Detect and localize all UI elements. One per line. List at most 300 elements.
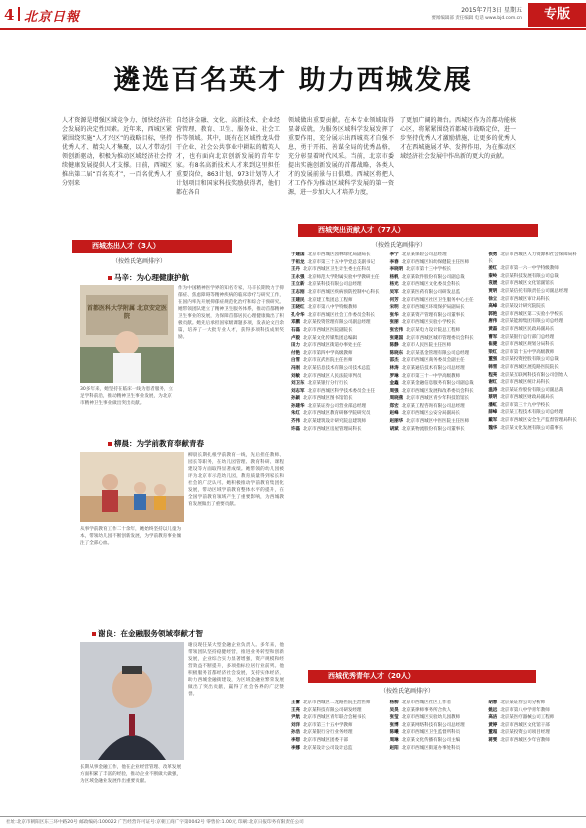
contribution-list-item — [291, 427, 384, 434]
person-affiliation: 北京某投资公司项目经理 — [500, 730, 550, 736]
section-note-outstanding-talent: （按姓氏笔画排序） — [112, 258, 167, 265]
person-name: 董强 — [488, 357, 498, 363]
person-name: 齐伟 — [291, 419, 300, 425]
person-name: 张丽 — [389, 320, 399, 326]
person-affiliation: 北京市西城区环境保护局副局长 — [401, 305, 465, 311]
contribution-list-item — [488, 388, 581, 395]
person-name: 蔡明 — [488, 395, 498, 401]
newspaper-name: 北京日報 — [24, 10, 81, 25]
person-name: 王丹 — [291, 267, 300, 273]
person-affiliation: 北京某网络科技有限公司总经理 — [401, 722, 465, 728]
contribution-list-item — [488, 395, 581, 402]
person-affiliation: 北京某资产管理有限公司董事长 — [401, 312, 465, 318]
person-affiliation: 北京市西城区妇幼保健院主任医师 — [401, 259, 470, 265]
contribution-list-item — [390, 351, 483, 358]
youth-list-item — [291, 738, 384, 745]
profile-photo-2 — [80, 452, 184, 522]
person-name: 白雪 — [291, 358, 300, 364]
person-name: 吴军 — [389, 289, 399, 295]
contribution-list-item — [488, 357, 581, 364]
person-name: 王亮 — [291, 707, 300, 713]
youth-list-item — [291, 708, 384, 715]
contribution-list-item — [390, 252, 483, 259]
person-name: 孙建华 — [291, 403, 305, 409]
contribution-list-item — [291, 404, 384, 411]
person-affiliation: 北京市西城区团委干部 — [303, 737, 348, 743]
person-name: 王建民 — [291, 297, 305, 303]
person-name: 宋明 — [389, 305, 399, 311]
person-name: 石磊 — [291, 327, 300, 333]
person-name: 王晓红 — [291, 305, 305, 311]
contribution-list-item — [488, 266, 581, 273]
person-name: 陈晓东 — [389, 350, 404, 356]
person-name: 于祖龙 — [291, 259, 305, 265]
profile-heading-3 — [92, 628, 203, 639]
kindergarten-photo — [80, 452, 184, 522]
youth-list-item — [390, 730, 483, 737]
person-affiliation: 北京某银行分行业务经理 — [303, 730, 353, 736]
person-name: 孙颖 — [291, 396, 300, 402]
person-name: 梁红 — [488, 349, 498, 355]
person-affiliation: 北京市西城区少年宫教师 — [500, 737, 550, 743]
profile-body-1: 作为中国精神医学界的知名专家，马辛长期致力于抑郁症、焦虑障碍等精神疾病的临床诊疗与研究工作，在国内率先开展抑郁症规范化治疗和综合干预研究。她带领团队建立了精神卫生服务体系，推动首都精神卫生事业的发展，为保障首都居民心理健康做出了积极贡献。她先后承担国家级课题多项，发表论文百余篇，培养了一大批专业人才，获得多项科技成果奖励。 — [178, 286, 284, 340]
person-name: 高洁 — [488, 715, 498, 721]
person-affiliation: 北京某能源集团有限公司总经理 — [500, 319, 564, 325]
person-affiliation: 北京市西城区城市管理委员会科长 — [406, 335, 474, 341]
person-affiliation: 北京市西城区发展和改革委员会科长 — [401, 388, 474, 394]
contribution-list-item — [390, 313, 483, 320]
contribution-list-item — [291, 374, 384, 381]
person-affiliation: 北京市西城区街道办事处主任 — [303, 343, 362, 349]
person-affiliation: 北京某通信技术有限公司总经理 — [401, 365, 465, 371]
bullet-square-icon — [108, 442, 112, 446]
profile-body-3: 谢良现任某大型金融企业负责人。多年来，他带领团队坚持稳健经营，推进业务转型和创新发展，企业综合实力显著增强，资产规模和经营效益不断提升，多项指标位居行业前列。他积极服务首都经济社会发展，支持实体经济，助力西城金融街建设，为区域金融业繁荣发展做出了突出贡献，赢得了社会各界的广泛赞誉。 — [188, 643, 284, 697]
section-tag: 专版 — [528, 3, 586, 27]
person-affiliation: 北京市西城区第二实验小学校长 — [500, 311, 564, 317]
person-name: 张莹 — [389, 715, 399, 721]
person-affiliation: 北京市西城区民政局副局长 — [500, 326, 555, 332]
youth-list-item — [390, 746, 483, 753]
person-name: 王立新 — [291, 282, 305, 288]
person-affiliation: 北京市西城区文化馆干部 — [500, 722, 550, 728]
person-affiliation: 北京市西城区园林绿化局副局长 — [307, 252, 371, 257]
person-name: 李想 — [291, 737, 300, 743]
contribution-list-item — [488, 350, 581, 357]
page-footer: 社址:北京市朝阳区东三环中路20号 邮政编码:100022 广告经营许可证号:京朝工商广字第0042号 零售价:1.00元 印刷:北京日报印务有限责任公司 — [0, 816, 586, 828]
person-name: 张建国 — [389, 335, 404, 341]
person-affiliation: 北京某科技发展有限公司总裁 — [500, 273, 559, 279]
page-number: 4 — [4, 6, 15, 24]
person-affiliation: 北京某基金管理有限公司总经理 — [406, 350, 470, 356]
person-name: 陈静 — [389, 343, 399, 349]
contribution-list-item — [390, 343, 483, 350]
contribution-list-item — [390, 419, 483, 426]
person-name: 李晓明 — [389, 267, 404, 273]
person-affiliation: 北京某证券公司分析师 — [500, 700, 546, 705]
person-name: 姚远 — [488, 707, 498, 713]
person-affiliation: 北京某投资控股有限公司总裁 — [500, 357, 559, 363]
page-headline: 遴选百名英才 助力西城发展 — [113, 65, 473, 96]
contribution-list-item — [390, 298, 483, 305]
person-name: 周琳 — [389, 737, 399, 743]
person-affiliation: 北京某医药有限公司研发总监 — [401, 289, 461, 295]
youth-list-item — [488, 700, 581, 707]
person-name: 杨柳 — [389, 700, 399, 705]
person-affiliation: 北京某电力设计院总工程师 — [406, 327, 461, 333]
section-label-outstanding-contribution: 西城突出贡献人才（77人） — [298, 224, 538, 237]
person-name: 孙浩 — [291, 730, 300, 736]
person-affiliation: 北京市西城区教育研修学院研究员 — [303, 411, 371, 417]
person-affiliation: 北京某设计研究院院长 — [500, 304, 546, 310]
contribution-list-item — [291, 381, 384, 388]
contribution-list-item — [390, 374, 483, 381]
person-affiliation: 北京市西城区人民法院审判员 — [303, 373, 362, 379]
person-affiliation: 北京某工程咨询有限公司总经理 — [401, 403, 465, 409]
contribution-list-item — [291, 389, 384, 396]
profile-caption-2: 从事学前教育工作二十余年，她始终坚持以儿童为本，带领幼儿园不断创新发展，为学前教育事业倾注了全部心血。 — [80, 527, 182, 546]
profile-heading-text: 柳晨：为学前教育奉献青春 — [114, 439, 204, 448]
profile-body-2: 柳晨长期扎根学前教育一线，先后担任教师、园长等职务，在幼儿园管理、教育科研、课程建设等方面取得显著成绩。她带领的幼儿园被评为北京市示范幼儿园，教育质量得到家长和社会的广泛认可。她积极推动学前教育集团化发展，带动区域学前教育整体水平的提升，在全国学前教育领域产生了重要影响，为西城教育发展做出了重要贡献。 — [188, 453, 284, 507]
person-affiliation: 北京市西城区社区工作者 — [401, 700, 452, 705]
contribution-list-item — [291, 313, 384, 320]
contribution-list-item — [488, 274, 581, 281]
section-note-youth: （按姓氏笔画排序） — [380, 688, 435, 695]
person-name: 周晓燕 — [389, 396, 404, 402]
person-name: 赵阳 — [389, 745, 399, 751]
person-affiliation: 北京市西城区安全生产监督管理局科长 — [500, 418, 577, 424]
person-name: 秦岭 — [488, 273, 498, 279]
youth-name-list — [291, 700, 581, 810]
person-affiliation: 北京某金融信息服务有限公司副总裁 — [401, 381, 474, 387]
person-name: 薛峰 — [488, 410, 498, 416]
contribution-list-item — [291, 358, 384, 365]
contribution-list-item — [488, 380, 581, 387]
contribution-list-item — [291, 396, 384, 403]
person-affiliation: 北京市西城区展览路医院院长 — [500, 364, 559, 370]
person-name: 黄磊 — [488, 326, 498, 332]
person-name: 刘敏 — [291, 373, 300, 379]
person-affiliation: 北京某医疗器械公司工程师 — [500, 715, 555, 721]
profile-heading-1 — [108, 272, 189, 283]
person-name: 袁媛 — [488, 281, 498, 287]
youth-list-item — [291, 730, 384, 737]
person-affiliation: 北京市第三十五中学教师 — [303, 722, 353, 728]
person-affiliation: 北京市第三十五中学党总支副书记 — [307, 259, 375, 265]
person-name: 崔健 — [488, 342, 498, 348]
person-name: 蒋雯 — [488, 737, 498, 743]
hospital-sign: 首都医科大学附属 北京安定医院 — [86, 305, 168, 320]
person-name: 邵杰 — [389, 358, 399, 364]
person-affiliation: 北京某软件股份有限公司副总裁 — [401, 274, 465, 280]
contribution-list-item — [488, 281, 581, 288]
contribution-list-item — [390, 358, 483, 365]
intro-column-1: 人才资源是增强区域竞争力、加快经济社会发展的决定性因素。近年来，西城区紧紧围绕实施“人才兴区”的战略目标，坚持优秀人才、精尖人才集聚，以人才带动引领创新驱动，积极为推动区域经济社会持续健康发展提供人才支撑。日前，西城区推出第二届“百名英才”，一百名优秀人才分别来 — [62, 117, 172, 187]
intro-column-3: 领域做出重要贡献。在本专业领域取得显著成就，为服务区域科学发展发挥了重要作用，充分展示出西城英才自强不息，勇于开拓、善谋全局的优秀品格，充分彰显着时代风采。当前，北京市委提出实施创新发展的首都战略，各类人才的发展前景与日俱增。西城区将把人才工作作为推动区域科学发展的第一资源，进一步加大人才培养力度， — [288, 117, 394, 196]
person-affiliation: 北京某银行分行行长 — [307, 381, 348, 387]
person-affiliation: 北京市西城区实验幼儿园教师 — [401, 715, 461, 721]
person-affiliation: 北京市西城区房屋管理局科长 — [303, 426, 362, 432]
person-affiliation: 北京市西城区卫生计生委主任科员 — [303, 267, 371, 273]
person-affiliation: 北京市西城区实验小学校长 — [401, 320, 456, 326]
bullet-square-icon — [92, 632, 96, 636]
person-name: 孔令华 — [291, 312, 305, 318]
profile-heading-2 — [108, 438, 204, 449]
person-name: 杨光 — [389, 282, 399, 288]
person-name: 姜红 — [488, 266, 498, 272]
youth-list-item — [488, 723, 581, 730]
contribution-list-item — [390, 282, 483, 289]
contribution-list-item — [390, 320, 483, 327]
person-affiliation: 北京市第三十一中学高级教师 — [401, 373, 461, 379]
youth-list-item — [291, 746, 384, 753]
person-affiliation: 北京某银行总行部门总经理 — [500, 334, 555, 340]
contribution-list-item — [488, 426, 581, 433]
person-affiliation: 北京某工程技术有限公司总经理 — [500, 410, 564, 416]
contribution-list-item — [390, 381, 483, 388]
person-name: 李娜 — [291, 745, 300, 751]
person-name: 张华 — [389, 312, 399, 318]
intro-column-2: 自经济金融、文化、高新技术、企业经营管理、教育、卫生、服务业、社会工作等领域。其中，既有在区域性龙头骨干企业、社会公共事业中耕耘的精英人才，也有面向北京创新发展的青年专家。有8名高新技术人才来到这里担任重要岗位，863计划、973计划等人才计划项目和国家科技奖励获得者，他们都在各自 — [176, 117, 280, 196]
person-name: 谢红 — [488, 380, 498, 386]
youth-list-item — [291, 723, 384, 730]
person-affiliation: 北京市西城区商务委员会副主任 — [401, 358, 465, 364]
person-affiliation: 北京某互联网科技有限公司创始人 — [500, 372, 568, 378]
person-affiliation: 北京某证券公司营业部总经理 — [307, 403, 366, 409]
contribution-list-item — [488, 403, 581, 410]
contribution-list-item — [390, 404, 483, 411]
person-affiliation: 北京某科技有限公司总经理 — [307, 282, 362, 288]
person-affiliation: 北京某物流股份有限公司董事长 — [401, 426, 465, 432]
contribution-list-item — [488, 410, 581, 417]
person-name: 于建国 — [291, 252, 305, 257]
person-affiliation: 北京市西城区规划分局科长 — [500, 342, 555, 348]
person-name: 戴军 — [488, 418, 498, 424]
contribution-list-item — [291, 252, 384, 259]
person-affiliation: 北京某建筑设计研究院总建筑师 — [303, 419, 366, 425]
contribution-list-item — [390, 336, 483, 343]
person-affiliation: 北京市西城区图书馆馆长 — [303, 396, 353, 402]
person-name: 朱红 — [291, 411, 300, 417]
section-note-outstanding-contribution: （按姓氏笔画排序） — [372, 242, 427, 249]
profile-heading-text: 马辛：为心理健康护航 — [114, 273, 189, 282]
person-name: 李春 — [389, 259, 399, 265]
hospital-building-photo — [80, 285, 174, 383]
contribution-list-item — [291, 351, 384, 358]
profile-caption-1: 30多年来，她坚持在临床一线为患者服务，立足学科前沿，推动精神卫生事业发展，为北京市精神卫生事业做出突出贡献。 — [80, 387, 174, 406]
contribution-list-item — [390, 366, 483, 373]
contribution-list-item — [488, 304, 581, 311]
person-affiliation: 北京市西城区公安分局副局长 — [401, 411, 461, 417]
contribution-list-item — [488, 342, 581, 349]
youth-list-item — [488, 730, 581, 737]
person-name: 邓鹏 — [291, 320, 300, 326]
person-name: 刘卫东 — [291, 381, 305, 387]
person-name: 徐立 — [488, 296, 498, 302]
person-affiliation: 北京市西城区社区卫生服务中心主任 — [401, 297, 474, 303]
person-name: 陈曦 — [389, 730, 399, 736]
contribution-list-item — [291, 419, 384, 426]
person-affiliation: 北京市第十五中学高级教师 — [500, 349, 555, 355]
contribution-list-item — [488, 327, 581, 334]
contribution-list-item — [390, 389, 483, 396]
person-name: 王志刚 — [291, 289, 305, 295]
person-name: 杨帆 — [389, 274, 399, 280]
contribution-list-item — [291, 328, 384, 335]
person-name: 贾明 — [488, 288, 498, 294]
contribution-list-item — [291, 343, 384, 350]
person-affiliation: 北京建工集团总工程师 — [307, 297, 353, 303]
person-affiliation: 北京某文化传播有限公司主编 — [401, 737, 461, 743]
profile-photo-3 — [80, 642, 184, 760]
person-name: 付艳 — [291, 350, 300, 356]
contribution-list-item — [291, 305, 384, 312]
profile-photo-1 — [80, 285, 174, 383]
person-name: 何芳 — [389, 297, 399, 303]
person-affiliation: 北京某律师事务所合伙人 — [401, 707, 452, 713]
person-affiliation: 北京市西城区卫生监督所科员 — [401, 730, 461, 736]
person-name: 董超 — [488, 730, 498, 736]
person-name: 王蕾 — [291, 700, 300, 705]
person-affiliation: 北京某设计公司设计总监 — [303, 745, 353, 751]
person-name: 曹军 — [488, 334, 498, 340]
person-name: 郑宏 — [389, 403, 399, 409]
person-name: 郭艳 — [488, 311, 498, 317]
contribution-list-item — [390, 411, 483, 418]
person-affiliation: 北京市西城区人力资源和社会保障局科长 — [488, 252, 577, 264]
youth-list-item — [488, 715, 581, 722]
person-affiliation: 北京市西城区社会工作委员会科长 — [307, 312, 375, 318]
youth-list-item — [291, 700, 384, 707]
person-name: 高峰 — [488, 304, 498, 310]
person-affiliation: 北京师范大学附属实验中学教研主任 — [307, 274, 380, 280]
contribution-list-item — [390, 305, 483, 312]
youth-list-item — [390, 708, 483, 715]
contribution-list-item — [488, 418, 581, 425]
person-name: 韩雪 — [488, 364, 498, 370]
contribution-list-item — [291, 336, 384, 343]
person-name: 魏华 — [488, 425, 498, 431]
person-name: 刘志军 — [291, 388, 305, 394]
editor-meta: 要闻编辑部 责任编辑 电话 www.bjd.com.cn — [431, 16, 522, 21]
person-name: 程亮 — [488, 372, 498, 378]
portrait-photo — [80, 642, 184, 760]
person-name: 唐伟 — [488, 319, 498, 325]
contribution-list-item — [488, 365, 581, 372]
person-affiliation: 北京市第三十九中学校长 — [500, 402, 550, 408]
person-affiliation: 北京市西城区中医医院主任医师 — [406, 419, 470, 425]
person-name: 卢毅 — [291, 335, 300, 341]
youth-list-item — [488, 738, 581, 745]
person-name: 金鑫 — [389, 381, 399, 387]
person-name: 周强 — [389, 388, 399, 394]
person-name: 林涛 — [389, 365, 399, 371]
youth-list-item — [390, 738, 483, 745]
person-name: 胡斌 — [389, 426, 399, 432]
person-name: 罗琳 — [389, 373, 399, 379]
person-name: 刘洋 — [291, 722, 300, 728]
person-name: 潘虹 — [488, 402, 498, 408]
person-affiliation: 北京某保险公司总经理 — [401, 252, 447, 257]
contribution-list-item — [291, 411, 384, 418]
contribution-list-item — [390, 275, 483, 282]
person-name: 侯勇 — [488, 252, 498, 257]
contribution-list-item — [291, 275, 384, 282]
contribution-list-item — [390, 260, 483, 267]
contribution-list-item — [488, 289, 581, 296]
person-affiliation: 北京市西城区统计局科长 — [500, 380, 550, 386]
person-affiliation: 北京市西城区疾病预防控制中心科长 — [307, 289, 380, 295]
person-name: 温涛 — [488, 387, 498, 393]
contribution-list-item — [291, 267, 384, 274]
contribution-list-item — [488, 319, 581, 326]
youth-list-item — [390, 723, 483, 730]
person-affiliation: 北京市西城区医院副院长 — [303, 327, 353, 333]
person-name: 吴昊 — [389, 707, 399, 713]
contribution-list-item — [390, 267, 483, 274]
contribution-list-item — [390, 427, 483, 434]
person-affiliation: 北京某科技有限公司研发经理 — [303, 707, 362, 713]
person-affiliation: 北京市第八中学特级教师 — [307, 305, 357, 311]
person-affiliation: 北京某文化发展有限公司董事长 — [500, 425, 564, 431]
contribution-list-item — [488, 373, 581, 380]
contribution-list-item — [390, 396, 483, 403]
person-name: 张宏伟 — [389, 327, 404, 333]
person-name: 王永强 — [291, 274, 305, 280]
contribution-list-item — [488, 252, 581, 265]
person-affiliation: 北京市第一六一中学特级教师 — [500, 266, 559, 272]
section-label-outstanding-talent: 西城杰出人才（3人） — [72, 240, 232, 253]
contribution-list-item — [488, 335, 581, 342]
person-affiliation: 北京市西城区文化委员会科长 — [401, 282, 461, 288]
contribution-list-item — [488, 312, 581, 319]
person-affiliation: 北京市西城区二龙路医院主治医师 — [303, 700, 371, 705]
intro-column-4: 了更加广阔的舞台。西城区作为首都功能核心区，将紧紧围绕首都城市战略定位，进一步坚持优秀人才激励措施，让更多的优秀人才在西城施展才华、发挥作用，为在推动区域经济社会发展中作出新的更大的贡献。 — [400, 117, 516, 160]
contribution-list-item — [488, 297, 581, 304]
person-name: 张博 — [389, 722, 399, 728]
person-affiliation: 北京市第十三中学校长 — [406, 267, 452, 273]
person-affiliation: 北京市西城区科学技术委员会主任 — [307, 388, 375, 394]
section-label-youth: 西城优秀青年人才（20人） — [308, 670, 536, 683]
person-name: 胡蓉 — [488, 700, 498, 705]
person-affiliation: 北京市西城区青少年科技馆馆长 — [406, 396, 470, 402]
youth-list-item — [390, 715, 483, 722]
person-name: 李宁 — [389, 252, 399, 257]
person-affiliation: 北京某信托有限责任公司副总经理 — [500, 288, 568, 294]
page-number-divider — [18, 7, 20, 21]
person-affiliation: 北京某信息技术有限公司技术总监 — [303, 365, 371, 371]
person-affiliation: 北京某证券股份有限公司副总裁 — [500, 387, 564, 393]
person-name: 许磊 — [291, 426, 300, 432]
person-affiliation: 北京市西城区文化馆副馆长 — [500, 281, 555, 287]
person-name: 尹航 — [291, 715, 300, 721]
contribution-list-item — [291, 290, 384, 297]
contribution-list-item — [291, 366, 384, 373]
contribution-list-item — [291, 282, 384, 289]
profile-heading-text: 谢良：在金融服务领域奉献才智 — [98, 629, 203, 638]
page-header — [0, 0, 586, 30]
person-affiliation: 北京市宣武医院主任医师 — [303, 358, 353, 364]
issue-date: 2015年7月3日 星期五 — [461, 7, 522, 14]
person-name: 赵峰 — [389, 411, 399, 417]
person-affiliation: 北京某投资管理有限公司副总经理 — [303, 320, 371, 326]
profile-caption-3: 长期从事金融工作，他在企业经营管理、改革发展方面积累了丰富的经验，推动企业不断做大做强，为区域金融业发展作出重要贡献。 — [80, 765, 182, 784]
contribution-list-item — [390, 290, 483, 297]
person-name: 田力 — [291, 343, 300, 349]
person-affiliation: 北京市第八中学青年教师 — [500, 707, 550, 713]
contribution-list-item — [291, 320, 384, 327]
youth-list-item — [390, 700, 483, 707]
bullet-square-icon — [108, 276, 112, 280]
